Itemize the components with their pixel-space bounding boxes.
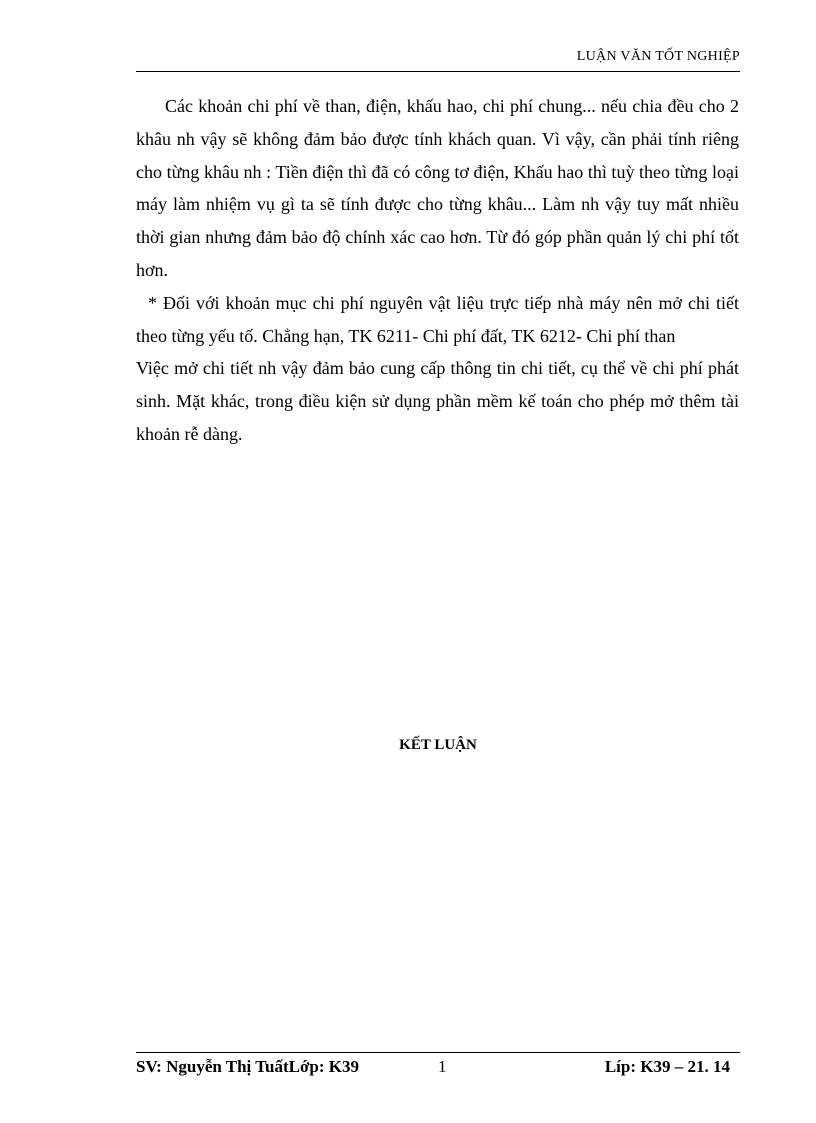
footer-divider — [136, 1052, 740, 1053]
page-footer — [136, 1057, 740, 1079]
header-title: LUẬN VĂN TỐT NGHIỆP — [576, 49, 740, 64]
paragraph-cost-allocation: Các khoản chi phí về than, điện, khấu hao, chi phí chung... nếu chia đều cho 2 khâu nh vậy sẽ không đảm bảo được tính khách quan. Vì vậy, cần phải tính riêng cho từng khâu nh : Tiền điện thì đã có công tơ điện, Khấu hao thì tuỳ theo từng loại máy làm nhiệm vụ gì ta sẽ tính được cho từng khâu... Làm nh vậy tuy mất nhiều thời gian nhưng đảm bảo độ chính xác cao hơn. Từ đó góp phần quản lý chi phí tốt hơn. — [136, 96, 739, 280]
paragraph-material-accounts: * Đối với khoản mục chi phí nguyên vật liệu trực tiếp nhà máy nên mở chi tiết theo từng yếu tố. Chẳng hạn, TK 6211- Chi phí đất, TK 6212- Chi phí than — [136, 292, 739, 346]
footer-student-info: SV: Nguyễn Thị TuấtLớp: K39 — [136, 1057, 359, 1076]
section-heading-conclusion: KẾT LUẬN — [399, 737, 477, 753]
page-header — [136, 49, 740, 72]
footer-class-info: Líp: K39 – 21. 14 — [604, 1057, 730, 1076]
document-body — [136, 90, 739, 451]
paragraph-detail-benefits: Việc mở chi tiết nh vậy đảm bảo cung cấp thông tin chi tiết, cụ thể về chi phí phát sinh. Mặt khác, trong điều kiện sử dụng phần mềm kế toán cho phép mở thêm tài khoản rễ dàng. — [136, 358, 739, 444]
footer-page-number: 1 — [438, 1057, 447, 1076]
